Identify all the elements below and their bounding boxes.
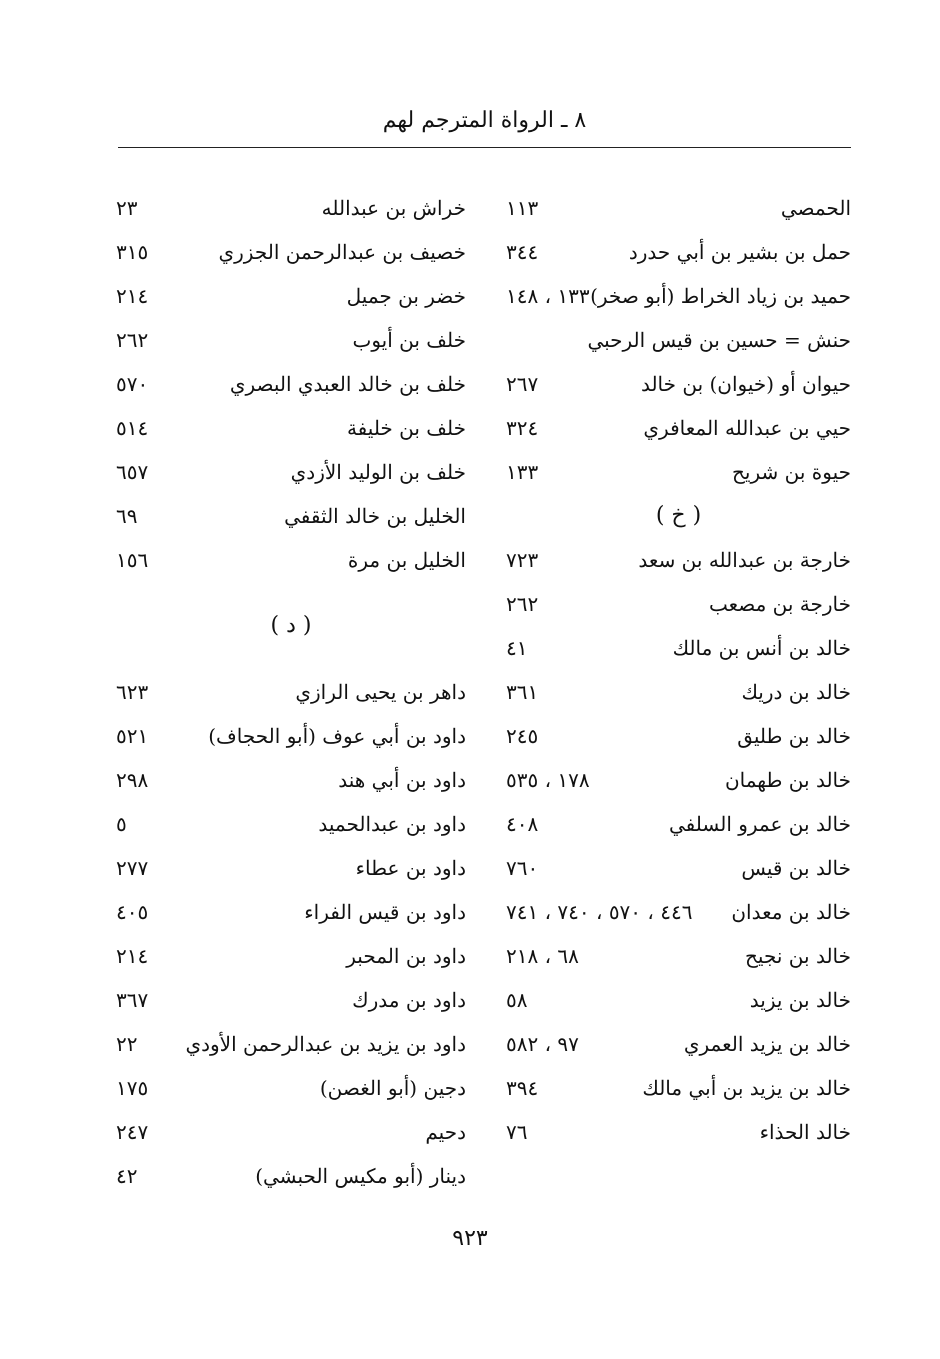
index-entry (116, 274, 466, 318)
index-entry (506, 362, 851, 406)
page-references: ٣٢٤ (506, 416, 539, 440)
section-letter-heading (506, 494, 851, 538)
index-column-left (116, 186, 466, 1198)
index-entry (506, 802, 851, 846)
narrator-name: داود بن أبي هند (338, 768, 466, 792)
narrator-name: خراش بن عبدالله (321, 196, 466, 220)
index-entry (506, 538, 851, 582)
narrator-name: حيوة بن شريح (732, 460, 851, 484)
page-references: ٦٨ ، ٢١٨ (506, 944, 579, 968)
index-entry (116, 538, 466, 582)
page-references: ١٧٥ (116, 1076, 149, 1100)
page-references: ٧٢٣ (506, 548, 539, 572)
index-entry (506, 1066, 851, 1110)
page-references: ٥١٤ (116, 416, 149, 440)
page-references: ٤١ (506, 636, 528, 660)
index-entry (506, 274, 851, 318)
narrator-name: داود بن المحبر (346, 944, 466, 968)
narrator-name: دجين (أبو الغصن) (319, 1076, 466, 1100)
page-references: ١٥٦ (116, 548, 149, 572)
page-references: ٦٥٧ (116, 460, 149, 484)
page-references: ٥٧٠ (116, 372, 149, 396)
page-references: ١٣٣ ، ١٤٨ (506, 284, 590, 308)
index-entry (116, 1154, 466, 1198)
page-references: ٥ (116, 812, 127, 836)
narrator-name: حنش = حسين بن قيس الرحبي (587, 328, 851, 352)
narrator-name: الخليل بن خالد الثقفي (284, 504, 466, 528)
section-letter: ( د ) (270, 613, 312, 638)
page-references: ٢٢ (116, 1032, 138, 1056)
narrator-name: خالد بن يزيد العمري (683, 1032, 851, 1056)
narrator-name: حيي بن عبدالله المعافري (643, 416, 851, 440)
narrator-name: دحيم (425, 1120, 466, 1144)
narrator-name: خالد بن قيس (741, 856, 851, 880)
narrator-name: دينار (أبو مكيس الحبشي) (255, 1164, 466, 1188)
narrator-name: خلف بن أيوب (352, 328, 466, 352)
narrator-name: داهر بن يحيى الرازي (295, 680, 466, 704)
index-entry (116, 846, 466, 890)
narrator-name: داود بن يزيد بن عبدالرحمن الأودي (185, 1032, 466, 1056)
narrator-name: خارجة بن مصعب (708, 592, 851, 616)
index-entry (116, 1022, 466, 1066)
index-entry (116, 670, 466, 714)
header-rule (118, 147, 851, 148)
index-entry (506, 758, 851, 802)
index-entry (116, 494, 466, 538)
index-entry (116, 934, 466, 978)
index-entry (116, 758, 466, 802)
narrator-name: خالد بن معدان (731, 900, 851, 924)
narrator-name: خالد الحذاء (759, 1120, 851, 1144)
index-entry (116, 318, 466, 362)
page-references: ٦٢٣ (116, 680, 149, 704)
narrator-name: داود بن قيس الفراء (304, 900, 466, 924)
narrator-name: الحمصي (780, 196, 851, 220)
page-references: ٤٤٦ ، ٥٧٠ ، ٧٤٠ ، ٧٤١ (506, 900, 693, 924)
page-references: ٥٨ (506, 988, 528, 1012)
page-references: ١٧٨ ، ٥٣٥ (506, 768, 590, 792)
page-references: ٦٩ (116, 504, 138, 528)
page-references: ٢٤٥ (506, 724, 539, 748)
index-entry (506, 318, 851, 362)
narrator-name: خالد بن نجيح (745, 944, 851, 968)
narrator-name: خالد بن يزيد بن أبي مالك (642, 1076, 851, 1100)
index-entry (506, 626, 851, 670)
narrator-name: خلف بن خليفة (346, 416, 466, 440)
page-references: ٤٢ (116, 1164, 138, 1188)
page-references: ٣٦٧ (116, 988, 149, 1012)
narrator-name: خلف بن الوليد الأزدي (290, 460, 466, 484)
page-references: ٢٤٧ (116, 1120, 149, 1144)
narrator-name: خارجة بن عبدالله بن سعد (638, 548, 851, 572)
narrator-name: داود بن مدرك (352, 988, 466, 1012)
page-references: ٥٢١ (116, 724, 149, 748)
index-entry (116, 450, 466, 494)
page-references: ٢١٤ (116, 944, 149, 968)
narrator-name: خالد بن أنس بن مالك (672, 636, 851, 660)
page-references: ٢٩٨ (116, 768, 149, 792)
page-references: ٢١٤ (116, 284, 149, 308)
index-entry (116, 362, 466, 406)
section-letter: ( خ ) (655, 503, 702, 528)
index-entry (506, 230, 851, 274)
index-entry (506, 1110, 851, 1154)
narrator-name: خالد بن دريك (741, 680, 851, 704)
page-references: ٢٣ (116, 196, 138, 220)
page-references: ٤٠٥ (116, 900, 149, 924)
page-references: ١١٣ (506, 196, 539, 220)
index-entry (116, 1066, 466, 1110)
index-entry (506, 934, 851, 978)
index-entry (506, 450, 851, 494)
index-entry (506, 670, 851, 714)
index-entry (506, 406, 851, 450)
narrator-name: داود بن عطاء (355, 856, 466, 880)
page-references: ٧٦ (506, 1120, 528, 1144)
narrator-name: خصيف بن عبدالرحمن الجزري (218, 240, 466, 264)
index-entry (116, 978, 466, 1022)
index-entry (116, 186, 466, 230)
page-references: ٣١٥ (116, 240, 149, 264)
page-references: ٣٦١ (506, 680, 539, 704)
narrator-name: خالد بن طليق (737, 724, 851, 748)
index-entry (116, 890, 466, 934)
index-entry (506, 846, 851, 890)
narrator-name: حمل بن بشير بن أبي حدرد (628, 240, 851, 264)
page-references: ٤٠٨ (506, 812, 539, 836)
index-entry (116, 714, 466, 758)
running-header: ٨ ـ الرواة المترجم لهم (382, 108, 587, 133)
index-entry (116, 1110, 466, 1154)
page-references: ٩٧ ، ٥٨٢ (506, 1032, 579, 1056)
page-references: ٢٧٧ (116, 856, 149, 880)
narrator-name: خالد بن يزيد (749, 988, 851, 1012)
narrator-name: حميد بن زياد الخراط (أبو صخر) (590, 284, 851, 308)
narrator-name: خالد بن عمرو السلفي (668, 812, 851, 836)
page-references: ١٣٣ (506, 460, 539, 484)
page-references: ٣٤٤ (506, 240, 539, 264)
narrator-name: خضر بن جميل (346, 284, 466, 308)
index-entry (116, 230, 466, 274)
page-number: ٩٢٣ (452, 1226, 488, 1251)
narrator-name: داود بن عبدالحميد (318, 812, 466, 836)
page-references: ٢٦٢ (506, 592, 539, 616)
narrator-name: الخليل بن مرة (347, 548, 466, 572)
narrator-name: خلف بن خالد العبدي البصري (229, 372, 466, 396)
index-entry (116, 406, 466, 450)
page-references: ٢٦٢ (116, 328, 149, 352)
page-references: ٧٦٠ (506, 856, 539, 880)
index-entry (506, 186, 851, 230)
narrator-name: حيوان أو (خيوان) بن خالد (640, 372, 851, 396)
index-entry (116, 802, 466, 846)
section-letter-heading (116, 582, 466, 670)
index-entry (506, 1022, 851, 1066)
narrator-name: داود بن أبي عوف (أبو الحجاف) (208, 724, 466, 748)
page-references: ٢٦٧ (506, 372, 539, 396)
index-column-right (506, 186, 851, 1154)
page-references: ٣٩٤ (506, 1076, 539, 1100)
index-entry (506, 582, 851, 626)
index-entry (506, 714, 851, 758)
index-entry (506, 978, 851, 1022)
index-entry (506, 890, 851, 934)
narrator-name: خالد بن طهمان (724, 768, 851, 792)
